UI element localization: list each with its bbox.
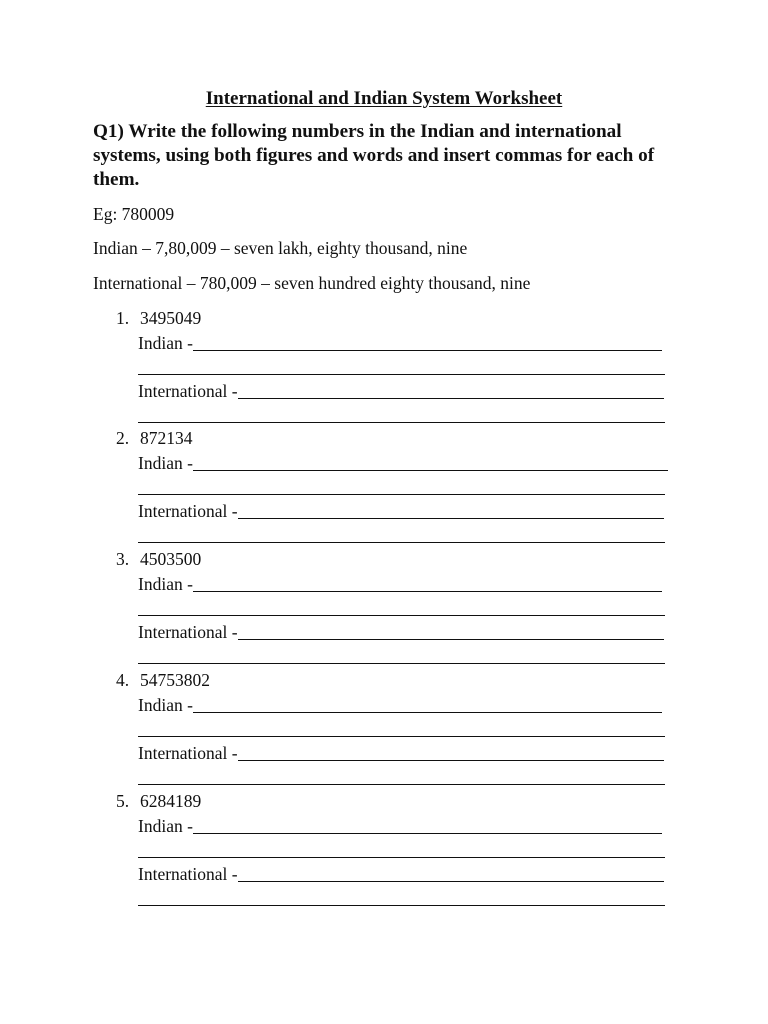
international-label: International -	[138, 622, 238, 642]
indian-answer-line[interactable]	[138, 857, 665, 858]
example-indian: Indian – 7,80,009 – seven lakh, eighty thousand, nine	[93, 238, 468, 258]
item-value: 54753802	[140, 670, 210, 690]
international-answer-blank[interactable]	[238, 759, 664, 761]
item-value: 872134	[140, 428, 193, 448]
example-number: Eg: 780009	[93, 204, 175, 224]
international-answer-row	[138, 863, 664, 885]
international-answer-line[interactable]	[138, 663, 665, 664]
item-value: 4503500	[140, 549, 202, 569]
indian-label: Indian -	[138, 816, 193, 836]
international-label: International -	[138, 743, 238, 763]
exercise-item-3	[0, 549, 768, 669]
international-answer-row	[138, 500, 664, 522]
worksheet-title: International and Indian System Worksheet	[205, 88, 563, 109]
indian-answer-line[interactable]	[138, 494, 665, 495]
indian-label: Indian -	[138, 574, 193, 594]
international-answer-line[interactable]	[138, 422, 665, 423]
international-label: International -	[138, 501, 238, 521]
exercise-item-4	[0, 670, 768, 790]
indian-answer-blank[interactable]	[193, 469, 668, 471]
international-answer-line[interactable]	[138, 905, 665, 906]
international-answer-line[interactable]	[138, 542, 665, 543]
exercise-item-1	[0, 308, 768, 428]
item-value: 6284189	[140, 791, 202, 811]
indian-label: Indian -	[138, 333, 193, 353]
indian-label: Indian -	[138, 695, 193, 715]
item-number: 1.	[116, 308, 130, 328]
indian-answer-blank[interactable]	[193, 349, 662, 351]
item-number: 4.	[116, 670, 130, 690]
international-answer-blank[interactable]	[238, 880, 664, 882]
international-answer-row	[138, 742, 664, 764]
international-label: International -	[138, 381, 238, 401]
indian-answer-line[interactable]	[138, 374, 665, 375]
indian-answer-blank[interactable]	[193, 832, 662, 834]
international-answer-row	[138, 621, 664, 643]
indian-label: Indian -	[138, 453, 193, 473]
item-number: 5.	[116, 791, 130, 811]
exercise-item-2	[0, 428, 768, 548]
example-international: International – 780,009 – seven hundred eighty thousand, nine	[93, 273, 531, 293]
question-text: Q1) Write the following numbers in the Indian and international systems, using both figures and words and insert commas for each of them.	[93, 121, 655, 190]
international-label: International -	[138, 864, 238, 884]
item-number: 2.	[116, 428, 130, 448]
indian-answer-row	[138, 573, 662, 595]
indian-answer-row	[138, 815, 662, 837]
item-value: 3495049	[140, 308, 202, 328]
international-answer-blank[interactable]	[238, 517, 664, 519]
indian-answer-line[interactable]	[138, 736, 665, 737]
international-answer-line[interactable]	[138, 784, 665, 785]
indian-answer-blank[interactable]	[193, 590, 662, 592]
indian-answer-line[interactable]	[138, 615, 665, 616]
indian-answer-row	[138, 452, 668, 474]
indian-answer-row	[138, 694, 662, 716]
international-answer-blank[interactable]	[238, 638, 664, 640]
indian-answer-blank[interactable]	[193, 711, 662, 713]
international-answer-blank[interactable]	[238, 397, 664, 399]
exercise-item-5	[0, 791, 768, 911]
international-answer-row	[138, 380, 664, 402]
indian-answer-row	[138, 332, 662, 354]
item-number: 3.	[116, 549, 130, 569]
